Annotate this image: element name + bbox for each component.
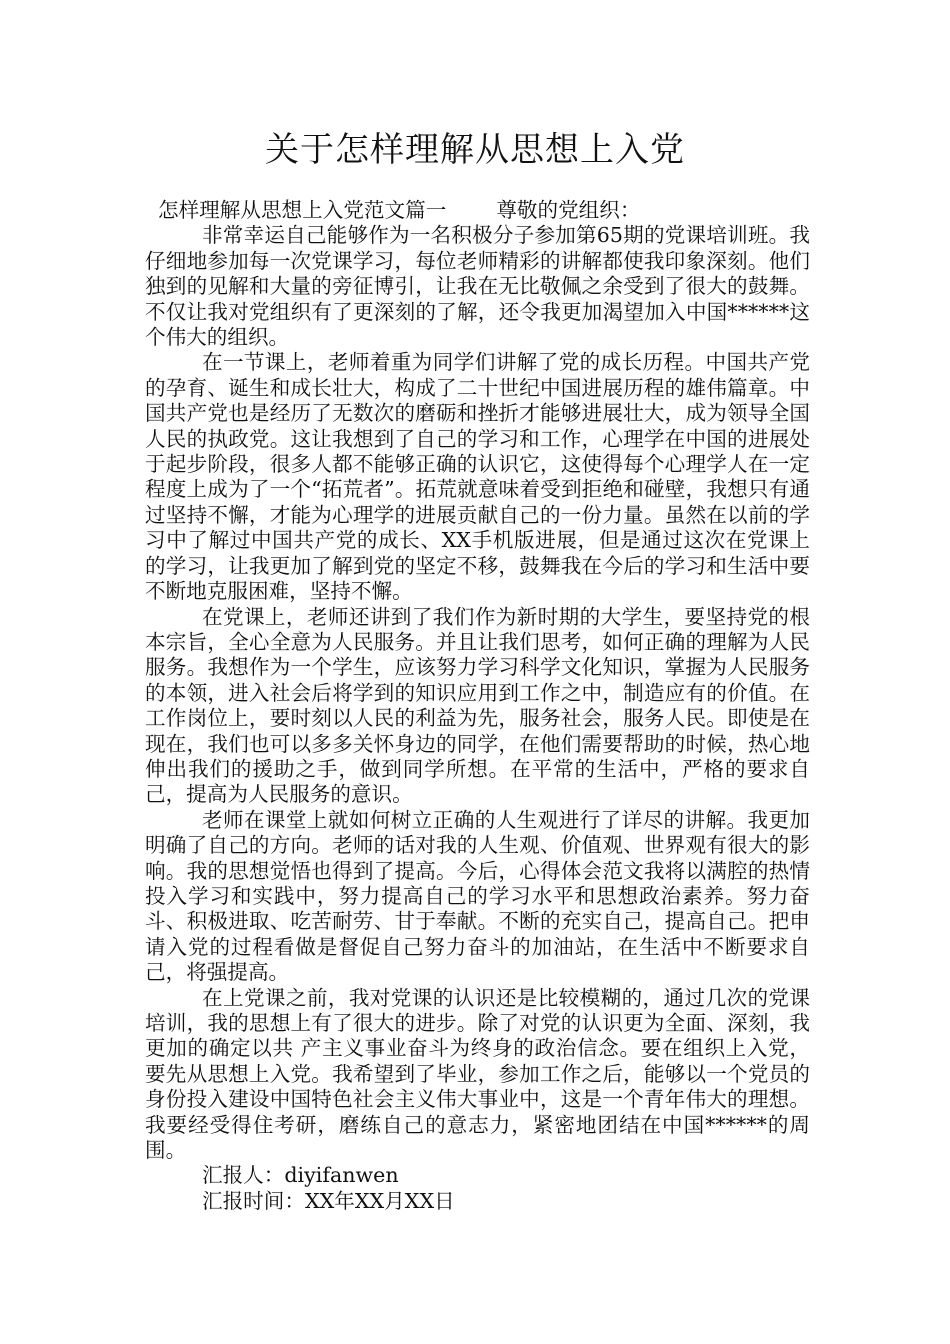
lead-left-text: 怎样理解从思想上入党范文篇一 — [158, 198, 447, 222]
lead-line — [145, 198, 810, 223]
body-paragraph: 在上党课之前，我对党课的认识还是比较模糊的，通过几次的党课培训，我的思想上有了很大的进步。除了对党的认识更为全面、深刻，我更加的确定以共 产主义事业奋斗为终身的政治信念。要在组织上入党，要先从思想上入党。我希望到了毕业，参加工作之后，能够以一个党员的身份投入建设中国特色社会主义伟大事业中，这是一个青年伟大的理想。我要经受得住考研，磨练自己的意志力，紧密地团结在中国******的周围。 — [145, 985, 810, 1163]
document-body — [145, 198, 810, 1214]
body-paragraph: 在一节课上，老师着重为同学们讲解了党的成长历程。中国共产党的孕育、诞生和成长壮大，构成了二十世纪中国进展历程的雄伟篇章。中国共产党也是经历了无数次的磨砺和挫折才能够进展壮大，成为领导全国人民的执政党。这让我想到了自己的学习和工作，心理学在中国的进展处于起步阶段，很多人都不能够正确的认识它，这使得每个心理学人在一定程度上成为了一个“拓荒者”。拓荒就意味着受到拒绝和碰壁，我想只有通过坚持不懈，才能为心理学的进展贡献自己的一份力量。虽然在以前的学习中了解过中国共产党的成长、XX手机版进展，但是通过这次在党课上的学习，让我更加了解到党的坚定不移，鼓舞我在今后的学习和生活中要不断地克服困难，坚持不懈。 — [145, 350, 810, 604]
document-title: 关于怎样理解从思想上入党 — [265, 130, 685, 170]
report-time-line: 汇报时间：XX年XX月XX日 — [202, 1188, 455, 1213]
body-paragraph: 非常幸运自己能够作为一名积极分子参加第65期的党课培训班。我仔细地参加每一次党课学习，每位老师精彩的讲解都使我印象深刻。他们独到的见解和大量的旁征博引，让我在无比敬佩之余受到了很大的鼓舞。不仅让我对党组织有了更深刻的了解，还令我更加渴望加入中国******这个伟大的组织。 — [145, 223, 810, 350]
body-paragraph: 在党课上，老师还讲到了我们作为新时期的大学生，要坚持党的根本宗旨，全心全意为人民服务。并且让我们思考，如何正确的理解为人民服务。我想作为一个学生，应该努力学习科学文化知识，掌握为人民服务的本领，进入社会后将学到的知识应用到工作之中，制造应有的价值。在工作岗位上，要时刻以人民的利益为先，服务社会，服务人民。即使是在现在，我们也可以多多关怀身边的同学，在他们需要帮助的时候，热心地伸出我们的援助之手，做到同学所想。在平常的生活中，严格的要求自己，提高为人民服务的意识。 — [145, 604, 810, 807]
body-paragraph: 老师在课堂上就如何树立正确的人生观进行了详尽的讲解。我更加明确了自己的方向。老师的话对我的人生观、价值观、世界观有很大的影响。我的思想觉悟也得到了提高。今后，心得体会范文我将以满腔的热情投入学习和实践中，努力提高自己的学习水平和思想政治素养。努力奋斗、积极进取、吃苦耐劳、甘于奉献。不断的充实自己，提高自己。把申请入党的过程看做是督促自己努力奋斗的加油站，在生活中不断要求自己，将强提高。 — [145, 807, 810, 985]
reporter-line: 汇报人：diyifanwen — [202, 1163, 399, 1188]
salutation-text: 尊敬的党组织： — [496, 198, 641, 222]
